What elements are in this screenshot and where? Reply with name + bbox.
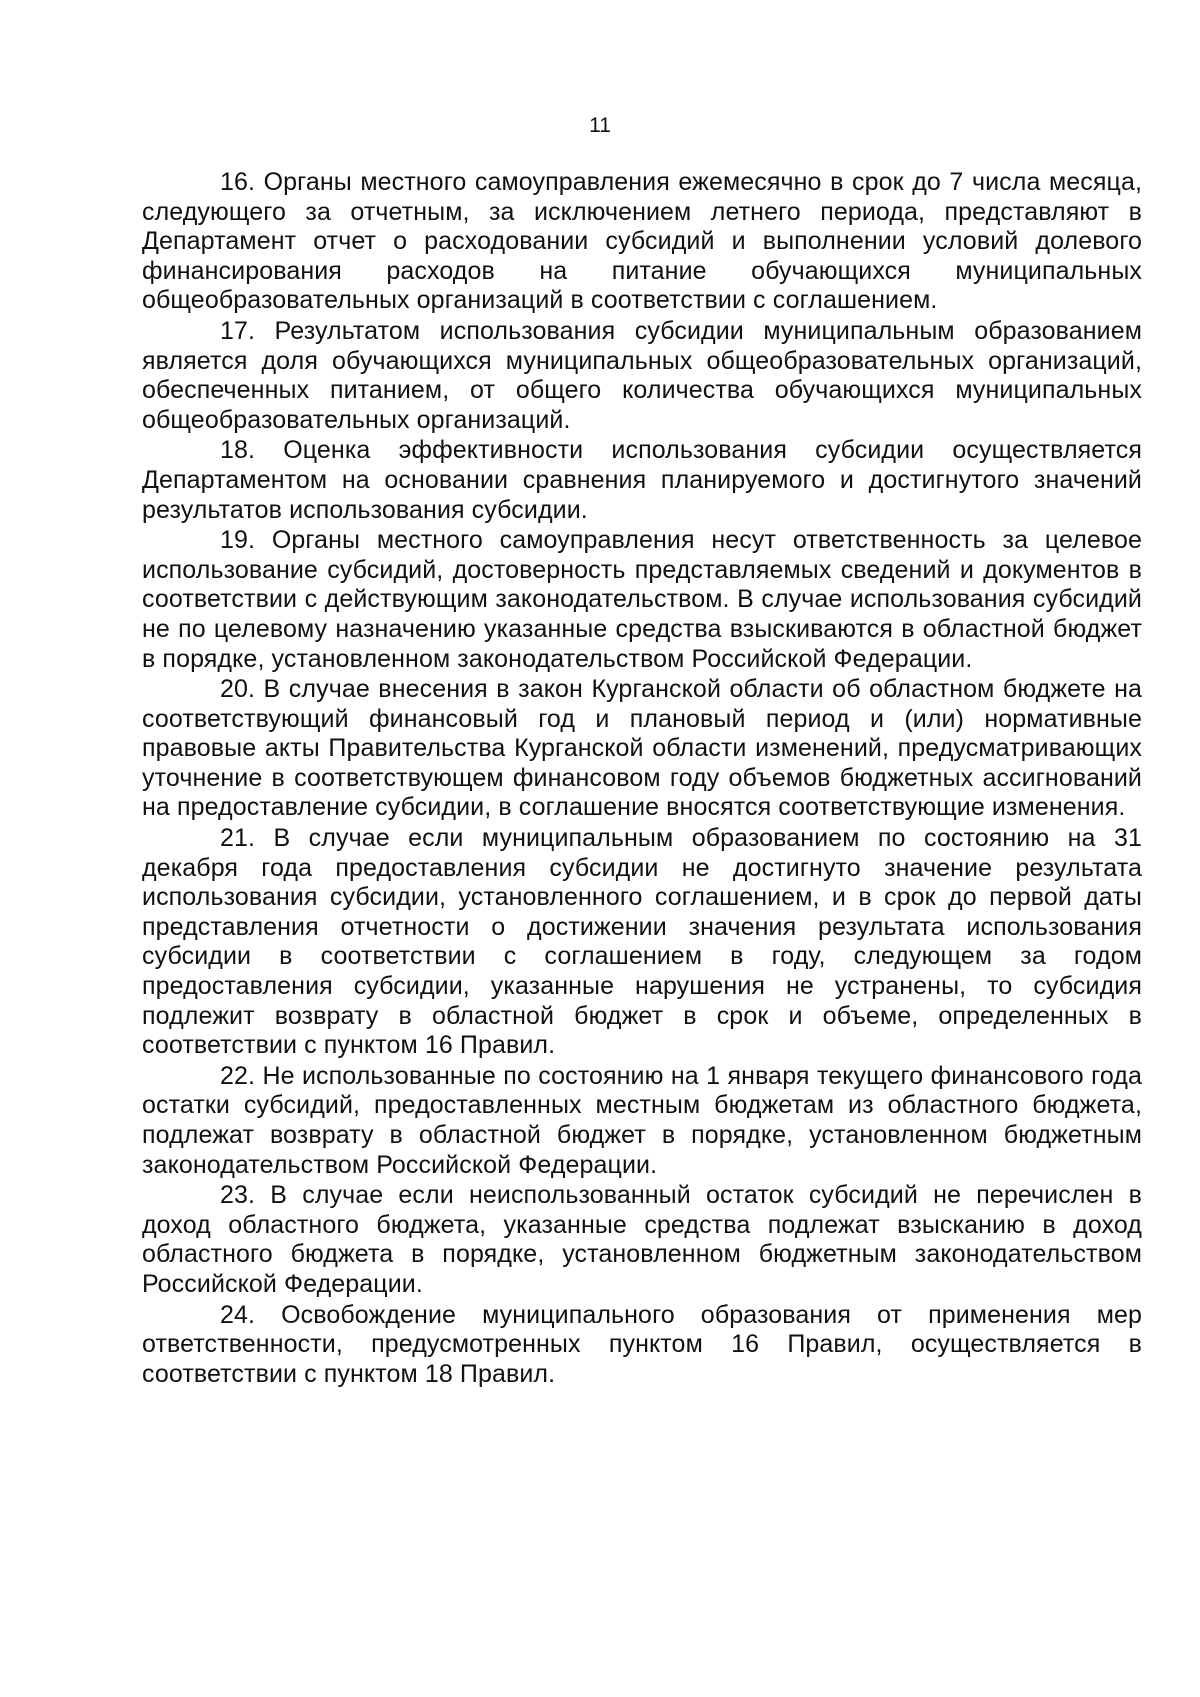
paragraph-22: 22. Не использованные по состоянию на 1 января текущего финансового года остатки субсидий, предоставленных местным бюджетам из областного бюджета, подлежат возврату в областной бюджет в порядке, установленном бюджетным законодательством Российской Федерации. xyxy=(142,1061,1142,1179)
paragraph-20: 20. В случае внесения в закон Курганской области об областном бюджете на соответствующий финансовый год и плановый период и (или) нормативные правовые акты Правительства Курганской области изменений, предусматривающих уточнение в соответствующем финансовом году объемов бюджетных ассигнований на предоставление субсидии, в соглашение вносятся соответствующие изменения. xyxy=(142,675,1142,822)
paragraph-16: 16. Органы местного самоуправления ежемесячно в срок до 7 числа месяца, следующего за отчетным, за исключением летнего периода, представляют в Департамент отчет о расходовании субсидий и выполнении условий долевого финансирования расходов на питание обучающихся муниципальных общеобразовательных организаций в соответствии с соглашением. xyxy=(142,168,1142,315)
paragraph-23: 23. В случае если неиспользованный остаток субсидий не перечислен в доход областного бюджета, указанные средства подлежат взысканию в доход областного бюджета в порядке, установленном бюджетным законодательством Российской Федерации. xyxy=(142,1181,1142,1298)
paragraph-24: 24. Освобождение муниципального образования от применения мер ответственности, предусмотренных пунктом 16 Правил, осуществляется в соответствии с пунктом 18 Правил. xyxy=(142,1300,1142,1388)
paragraph-21: 21. В случае если муниципальным образованием по состоянию на 31 декабря года предоставления субсидии не достигнуто значение результата использования субсидии, установленного соглашением, и в срок до первой даты представления отчетности о достижении значения результата использования субсидии в соответствии с соглашением в году, следующем за годом предоставления субсидии, указанные нарушения не устранены, то субсидия подлежит возврату в областной бюджет в срок и объеме, определенных в соответствии с пунктом 16 Правил. xyxy=(142,824,1142,1060)
paragraph-17: 17. Результатом использования субсидии муниципальным образованием является доля обучающихся муниципальных общеобразовательных организаций, обеспеченных питанием, от общего количества обучающихся муниципальных общеобразовательных организаций. xyxy=(142,316,1142,434)
paragraph-18: 18. Оценка эффективности использования субсидии осуществляется Департаментом на основании сравнения планируемого и достигнутого значений результатов использования субсидии. xyxy=(142,436,1142,524)
paragraph-19: 19. Органы местного самоуправления несут ответственность за целевое использование субсидий, достоверность представляемых сведений и документов в соответствии с действующим законодательством. В случае использования субсидий не по целевому назначению указанные средства взыскиваются в областной бюджет в порядке, установленном законодательством Российской Федерации. xyxy=(142,526,1142,673)
document-body xyxy=(142,168,1142,1390)
page-number: 11 xyxy=(589,114,611,137)
